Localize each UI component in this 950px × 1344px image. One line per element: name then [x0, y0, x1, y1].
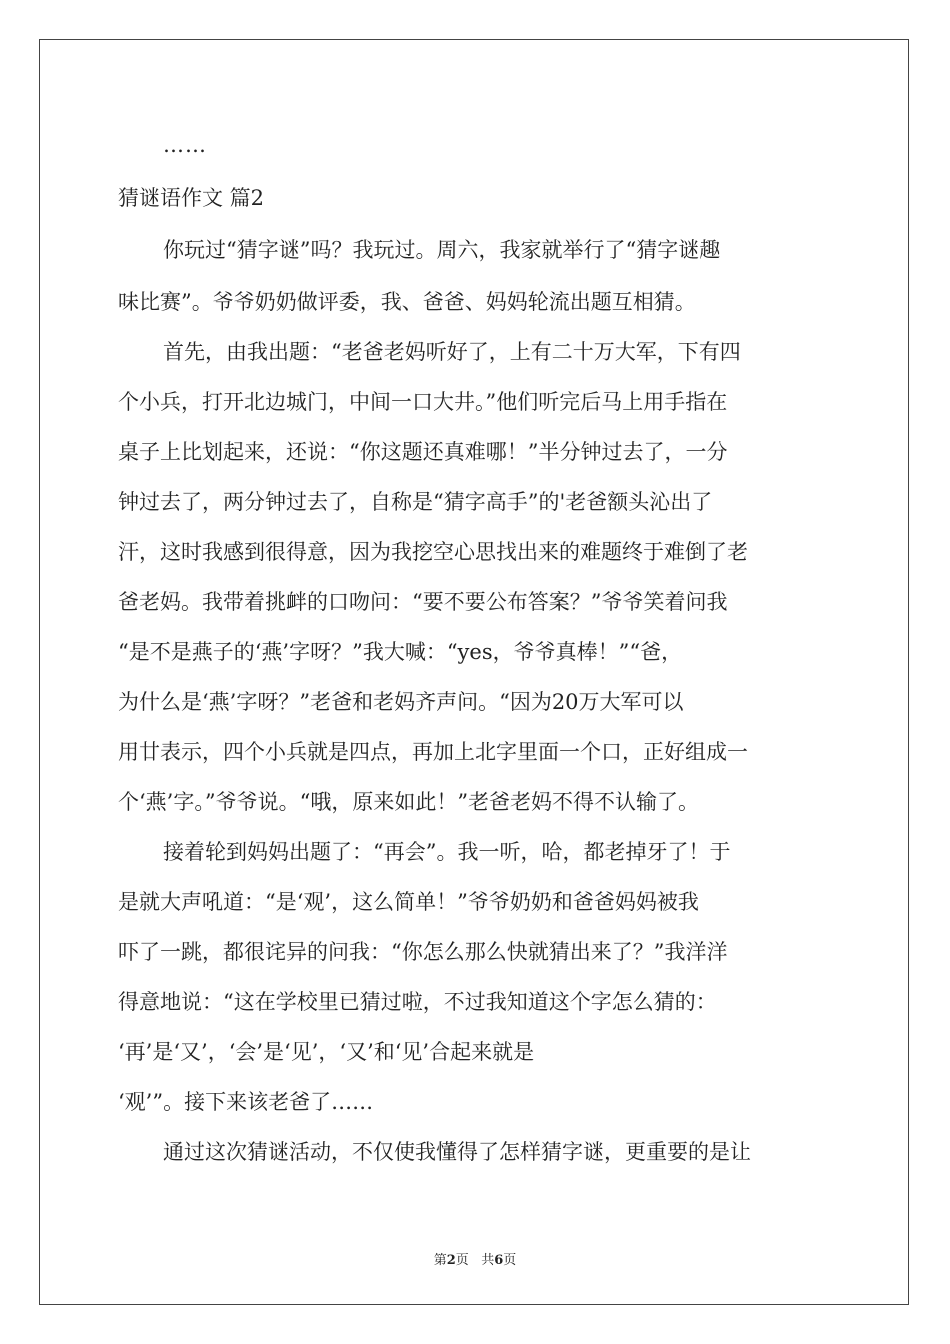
text-line: “是不是燕子的‘燕’字呀？”我大喊：“yes，爷爷真棒！”“爸， [118, 640, 683, 664]
text-line: 个小兵，打开北边城门，中间一口大井。”他们听完后马上用手指在 [118, 390, 728, 414]
text-line: 你玩过“猜字谜”吗？我玩过。周六，我家就举行了“猜字谜趣 [163, 238, 721, 262]
total-suffix: 页 [503, 1253, 517, 1268]
page-footer [0, 1249, 950, 1268]
text-line: 个‘燕’字。”爷爷说。“哦，原来如此！”老爸老妈不得不认输了。 [118, 790, 700, 814]
text-line: 接着轮到妈妈出题了：“再会”。我一听，哈，都老掉牙了！于 [163, 840, 731, 864]
text-line: 汗，这时我感到很得意，因为我挖空心思找出来的难题终于难倒了老 [118, 540, 748, 564]
text-line: 首先，由我出题：“老爸老妈听好了，上有二十万大军，下有四 [163, 340, 741, 364]
text-line: 味比赛”。爷爷奶奶做评委，我、爸爸、妈妈轮流出题互相猜。 [118, 290, 696, 314]
text-line: ‘再’是‘又’，‘会’是‘见’，‘又’和‘见’合起来就是 [118, 1040, 535, 1064]
text-line: 吓了一跳，都很诧异的问我：“你怎么那么快就猜出来了？”我洋洋 [118, 940, 728, 964]
text-line: 得意地说：“这在学校里已猜过啦，不过我知道这个字怎么猜的： [118, 990, 717, 1014]
text-line: ‘观’”。接下来该老爸了…… [118, 1090, 374, 1114]
page-prefix: 第 [433, 1253, 447, 1268]
total-prefix: 共 [481, 1253, 495, 1268]
text-line: 钟过去了，两分钟过去了，自称是“猜字高手”的'老爸额头沁出了 [118, 490, 713, 514]
text-line: 为什么是‘燕’字呀？”老爸和老妈齐声问。“因为20万大军可以 [118, 690, 684, 714]
text-line: 通过这次猜谜活动，不仅使我懂得了怎样猜字谜，更重要的是让 [163, 1140, 751, 1164]
page-number: 2 [446, 1253, 456, 1268]
text-line: 桌子上比划起来，还说：“你这题还真难哪！”半分钟过去了，一分 [118, 440, 728, 464]
total-pages: 6 [494, 1253, 504, 1268]
page-frame [39, 39, 909, 1305]
page-suffix: 页 [455, 1253, 469, 1268]
text-line: 用廿表示，四个小兵就是四点，再加上北字里面一个口，正好组成一 [118, 740, 748, 764]
lead-ellipsis: …… [163, 133, 207, 157]
section-title: 猜谜语作文 篇2 [118, 186, 265, 210]
text-line: 是就大声吼道：“是‘观’，这么简单！”爷爷奶奶和爸爸妈妈被我 [118, 890, 699, 914]
text-line: 爸老妈。我带着挑衅的口吻问：“要不要公布答案？”爷爷笑着问我 [118, 590, 728, 614]
